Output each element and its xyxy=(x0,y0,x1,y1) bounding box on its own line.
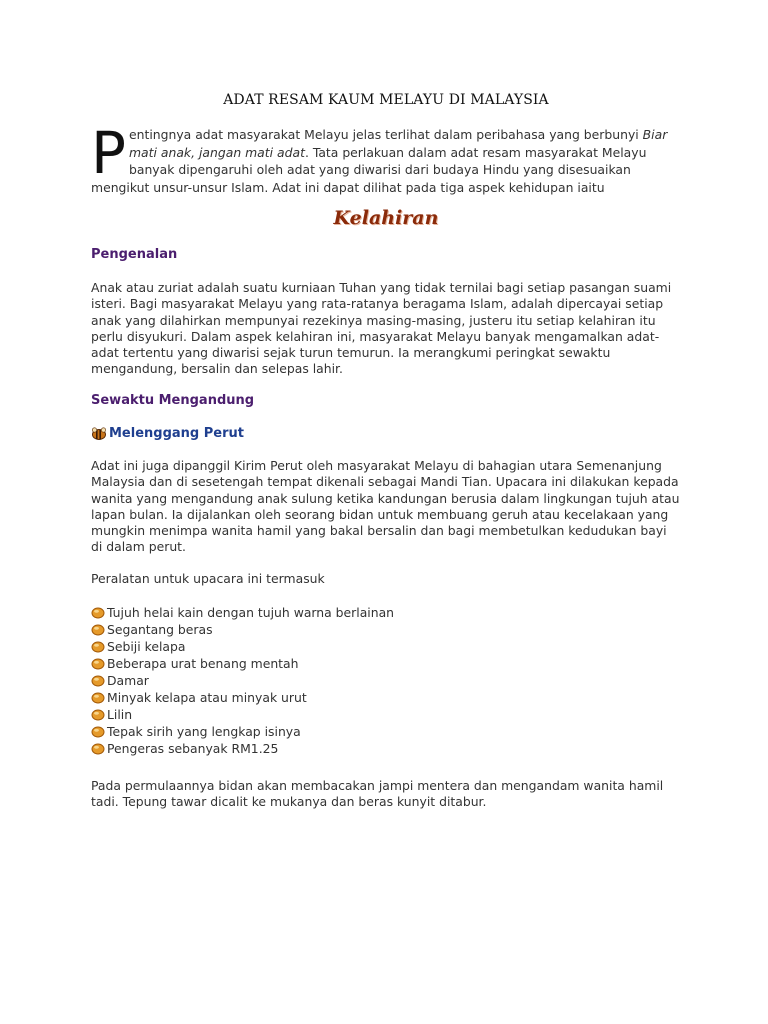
orange-bullet-icon xyxy=(91,641,105,653)
intro-proverb: Biar mati anak, jangan mati adat xyxy=(128,127,668,160)
list-item: Tepak sirih yang lengkap isinya xyxy=(91,723,394,740)
paragraph-pengenalan: Anak atau zuriat adalah suatu kurniaan Tuhan yang tidak ternilai bagi setiap pasangan suami isteri. Bagi masyarakat Melayu yang rata-ratanya beragama Islam, adalah dipercayai setiap anak yang dilahirkan mempunyai rezekinya masing-masing, justeru itu setiap kelahiran itu perlu disyukuri. Dalam aspek kelahiran ini, masyarakat Melayu banyak mengamalkan adat-adat tertentu yang diwarisi sejak turun temurun. Ia merangkumi peringkat sewaktu mengandung, bersalin dan selepas lahir. xyxy=(91,280,672,377)
paragraph-melenggang-perut: Adat ini juga dipanggil Kirim Perut oleh masyarakat Melayu di bahagian utara Semenanjung Malaysia dan di sesetengah tempat dikenali sebagai Mandi Tian. Upacara ini dilakukan kepada wanita yang mengandung anak sulung ketika kandungan berusia dalam lingkungan tujuh atau lapan bulan. Ia dijalankan oleh seorang bidan untuk membuang geruh atau kecelakaan yang mungkin menimpa wanita hamil yang bakal bersalin dan bagi membetulkan kedudukan bayi di dalam perut. xyxy=(91,458,680,555)
list-item: Beberapa urat benang mentah xyxy=(91,655,394,672)
orange-bullet-icon xyxy=(91,692,105,704)
list-item: Tujuh helai kain dengan tujuh warna berlainan xyxy=(91,604,394,621)
peralatan-intro: Peralatan untuk upacara ini termasuk xyxy=(91,571,325,586)
heading-pengenalan: Pengenalan xyxy=(91,247,178,262)
list-item: Lilin xyxy=(91,706,394,723)
paragraph-closing: Pada permulaannya bidan akan membacakan jampi mentera dan mengandam wanita hamil tadi. Tepung tawar dicalit ke mukanya dan beras kunyit ditabur. xyxy=(91,778,664,810)
orange-bullet-icon xyxy=(91,726,105,738)
list-item: Minyak kelapa atau minyak urut xyxy=(91,689,394,706)
bee-icon xyxy=(91,427,107,440)
list-item: Sebiji kelapa xyxy=(91,638,394,655)
orange-bullet-icon xyxy=(91,743,105,755)
subheading-melenggang-perut xyxy=(91,426,244,441)
orange-bullet-icon xyxy=(91,675,105,687)
peralatan-list xyxy=(91,604,394,757)
intro-text-part-2: . Tata perlakuan dalam adat resam masyarakat Melayu banyak dipengaruhi oleh adat yang diwarisi dari budaya Hindu yang disesuaikan mengikut unsur-unsur Islam. Adat ini dapat dilihat pada tiga aspek kehidupan iaitu xyxy=(91,144,647,195)
list-item: Damar xyxy=(91,672,394,689)
list-item: Segantang beras xyxy=(91,621,394,638)
orange-bullet-icon xyxy=(91,624,105,636)
orange-bullet-icon xyxy=(91,709,105,721)
section-title-kelahiran: Kelahiran xyxy=(333,207,439,229)
document-title: ADAT RESAM KAUM MELAYU DI MALAYSIA xyxy=(223,92,549,108)
intro-text-part-1: entingnya adat masyarakat Melayu jelas terlihat dalam peribahasa yang berbunyi xyxy=(128,127,643,142)
intro-paragraph xyxy=(91,119,681,196)
orange-bullet-icon xyxy=(91,658,105,670)
drop-cap-letter: P xyxy=(91,119,126,187)
subheading-text: Melenggang Perut xyxy=(109,426,244,441)
orange-bullet-icon xyxy=(91,607,105,619)
list-item: Pengeras sebanyak RM1.25 xyxy=(91,740,394,757)
heading-sewaktu-mengandung: Sewaktu Mengandung xyxy=(91,393,255,408)
